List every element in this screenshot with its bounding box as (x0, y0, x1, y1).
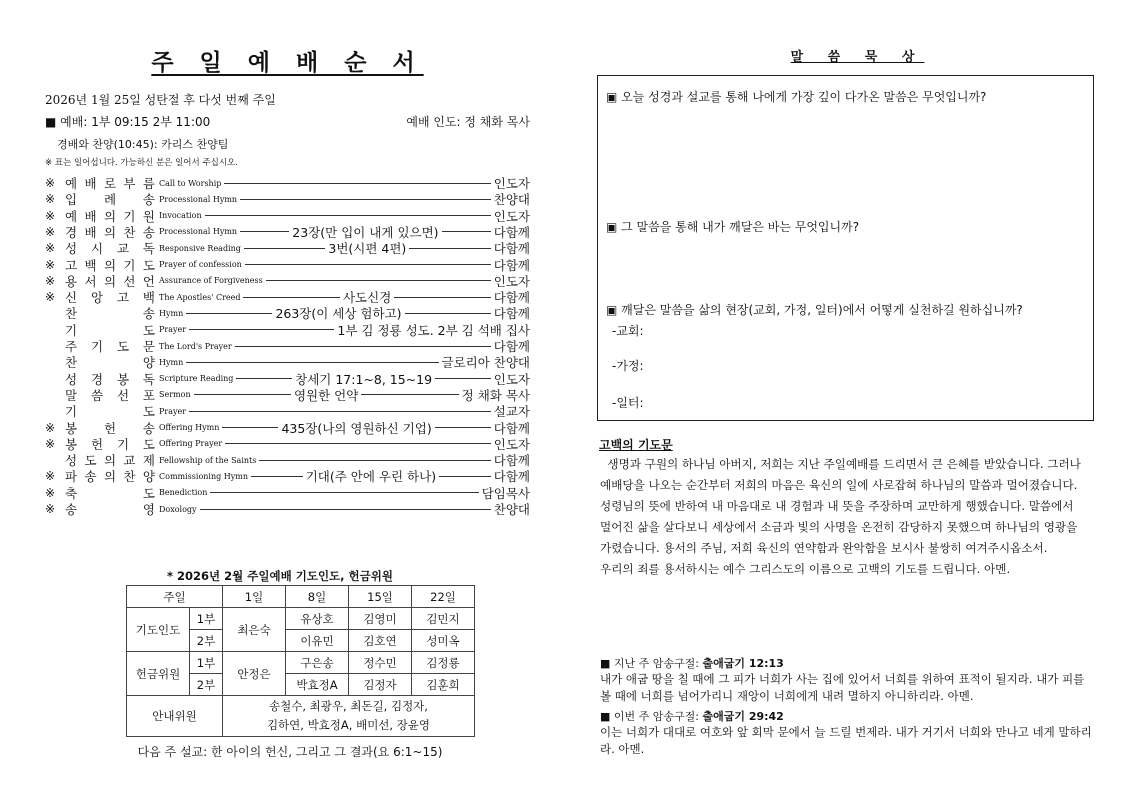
order-content: 영원한 언약 (293, 387, 359, 403)
order-item-english: The Lord's Prayer (159, 341, 232, 351)
order-item: 기 도 (65, 404, 155, 420)
order-item-english: Prayer of confession (159, 260, 242, 269)
leader-line (224, 183, 490, 184)
order-row (45, 322, 530, 338)
table-cell: 성미옥 (412, 630, 475, 652)
order-row (45, 175, 530, 191)
header-cell: 8일 (286, 586, 349, 608)
order-item-english: Assurance of Forgiveness (159, 276, 263, 286)
order-item-english: Doxology (159, 504, 197, 514)
table-cell: 김호연 (349, 630, 412, 652)
order-item: 찬 양 (65, 355, 155, 371)
leader-line (240, 199, 491, 200)
order-row (45, 420, 530, 436)
leader-line (186, 313, 272, 314)
prayer-line: 예배당을 나오는 순간부터 저희의 마음은 육신의 일에 사로잡혀 하나님의 말씀과 멀어졌습니다. (600, 478, 1078, 492)
header-cell: 1일 (223, 586, 286, 608)
home-label: -가정: (612, 359, 644, 373)
row-label: 안내위원 (127, 696, 223, 737)
table-cell: 이유민 (286, 630, 349, 652)
prayer-line: 멀어진 삶을 살다보니 세상에서 소금과 빛의 사명을 온전히 감당하지 못했으며 하나님의 영광을 (600, 520, 1078, 534)
table-row (127, 652, 475, 674)
praise-team-line: 경배와 찬양(10:45): 카리스 찬양팀 (57, 138, 229, 151)
leader-line (394, 297, 490, 298)
order-person: 글로리아 찬양대 (441, 355, 530, 371)
order-row (45, 240, 530, 256)
standing-note: ※ 표는 일어섭니다. 가능하신 분은 일어서 주십시오. (45, 158, 238, 168)
this-memory-heading (600, 708, 784, 724)
table-cell: 정수민 (349, 652, 412, 674)
order-row (45, 208, 530, 224)
order-row (45, 436, 530, 452)
order-item: 주 기 도 문 (65, 339, 155, 354)
order-person: 인도자 (493, 273, 530, 289)
order-row (45, 371, 530, 387)
table-row (127, 586, 475, 608)
table-cell: 최은숙 (223, 608, 286, 652)
order-row (45, 387, 530, 403)
table-cell: 박효정A (286, 674, 349, 696)
leader-line (186, 362, 438, 363)
order-item-english: Fellowship of the Saints (159, 455, 257, 465)
table-cell: 김정자 (349, 674, 412, 696)
last-memory-heading (600, 655, 784, 671)
order-item-english: The Apostles' Creed (159, 292, 241, 302)
table-cell: 김영미 (349, 608, 412, 630)
order-person: 1부 김 정룡 성도. 2부 김 석배 집사 (337, 322, 530, 338)
order-item: 성 시 교 독 (65, 241, 155, 257)
table-cell: 구은송 (286, 652, 349, 674)
order-item-english: Hymn (159, 357, 184, 367)
order-person: 다함께 (493, 257, 530, 273)
order-item: 축 도 (65, 485, 155, 501)
order-row (45, 468, 530, 484)
order-person: 다함께 (493, 290, 530, 306)
order-item: 경 배 의 찬 송 (65, 224, 155, 240)
this-memory-label: ■ 이번 주 암송구절: (600, 710, 699, 723)
question-2: ▣ 그 말씀을 통해 내가 깨달은 바는 무엇입니까? (606, 220, 860, 234)
order-item: 용 서 의 선 언 (65, 273, 155, 289)
leader-line (243, 297, 339, 298)
order-item: 말 씀 선 포 (65, 387, 155, 403)
table-cell: 안정은 (223, 652, 286, 696)
table-cell: 김민지 (412, 608, 475, 630)
order-person: 설교자 (493, 404, 530, 420)
standing-mark: ※ (45, 502, 56, 516)
order-content: 창세기 17:1~8, 15~19 (295, 371, 433, 387)
order-item: 성 도 의 교 제 (65, 453, 155, 469)
order-item: 고 백 의 기 도 (65, 257, 155, 273)
order-item: 찬 송 (65, 306, 155, 322)
order-row (45, 338, 530, 354)
order-item-english: Offering Hymn (159, 423, 220, 432)
order-row (45, 452, 530, 468)
leader-line (435, 427, 491, 428)
order-row (45, 257, 530, 273)
schedule-table (126, 585, 475, 737)
order-person: 정 채화 목사 (461, 387, 530, 403)
last-memory-label: ■ 지난 주 암송구절: (600, 657, 699, 670)
order-item-english: Call to Worship (159, 178, 222, 188)
order-item: 기 도 (65, 322, 155, 338)
order-item-english: Sermon (159, 390, 191, 400)
standing-mark: ※ (45, 224, 56, 239)
prayer-title: 고백의 기도문 (599, 438, 673, 452)
order-item: 예 배 의 기 원 (65, 208, 155, 224)
leader-line (245, 264, 491, 265)
ushers-line: 김하연, 박효정A, 배미선, 장윤영 (266, 718, 431, 732)
order-person: 찬양대 (493, 192, 530, 208)
date-line: 2026년 1월 25일 성탄절 후 다섯 번째 주일 (45, 93, 276, 107)
order-item-english: Processional Hymn (159, 194, 238, 204)
order-row (45, 485, 530, 501)
order-item-english: Prayer (159, 406, 187, 416)
order-content: 3번(시편 4편) (328, 241, 407, 257)
standing-mark: ※ (45, 176, 56, 190)
order-item: 파 송 의 찬 양 (65, 469, 155, 485)
order-person: 인도자 (493, 371, 530, 387)
part-cell: 1부 (190, 652, 223, 674)
order-item: 봉 헌 송 (65, 420, 155, 436)
prayer-line: 가렸습니다. 용서의 주님, 저희 육신의 연약함과 완악함을 보시사 불쌍히 여겨주시옵소서. (600, 541, 1048, 555)
leader-line (235, 346, 491, 347)
row-label: 기도인도 (127, 608, 190, 652)
standing-mark: ※ (45, 241, 56, 256)
worship-leader: 예배 인도: 정 채화 목사 (406, 115, 530, 129)
header-cell: 주일 (127, 586, 223, 608)
leader-line (409, 248, 490, 249)
leader-line (194, 394, 291, 395)
standing-mark: ※ (45, 273, 56, 288)
standing-mark: ※ (45, 436, 56, 451)
work-label: -일터: (612, 396, 644, 410)
order-item: 성 경 봉 독 (65, 371, 155, 387)
table-row (127, 608, 475, 630)
leader-line (251, 476, 303, 477)
page-title: 주 일 예 배 순 서 (151, 50, 424, 76)
last-memory-text: 내가 애굽 땅을 칠 때에 그 피가 너희가 사는 집에 있어서 너희를 위하여 표적이 될지라. 내가 피를 볼 때에 너희를 넘어가리니 재앙이 너희에게 내려 멸하지 아니하리라. 아멘. (600, 672, 1085, 703)
schedule-title: * 2026년 2월 주일예배 기도인도, 헌금위원 (167, 569, 393, 583)
leader-line (405, 313, 491, 314)
order-person: 인도자 (493, 208, 530, 224)
order-item-english: Offering Prayer (159, 439, 223, 449)
order-content: 23장(만 입이 내게 있으면) (292, 224, 439, 240)
order-item: 신 앙 고 백 (65, 290, 155, 306)
leader-line (222, 427, 278, 428)
last-memory-ref: 출애굽기 12:13 (702, 657, 784, 670)
order-row (45, 224, 530, 240)
standing-mark: ※ (45, 290, 56, 305)
header-cell: 15일 (349, 586, 412, 608)
prayer-line: 우리의 죄를 용서하시는 예수 그리스도의 이름으로 고백의 기도를 드립니다. 아멘. (600, 562, 1011, 576)
table-cell: 유상호 (286, 608, 349, 630)
leader-line (442, 231, 491, 232)
order-person: 다함께 (493, 420, 531, 436)
meditation-title: 말 씀 묵 상 (790, 50, 925, 65)
leader-line (244, 248, 325, 249)
question-3: ▣ 깨달은 말씀을 삶의 현장(교회, 가정, 일터)에서 어떻게 실천하길 원하십니까? (606, 303, 1023, 317)
question-1: ▣ 오늘 성경과 설교를 통해 나에게 가장 깊이 다가온 말씀은 무엇입니까? (606, 90, 987, 104)
meditation-box (597, 75, 1094, 421)
order-content: 263장(이 세상 험하고) (275, 306, 402, 322)
order-item: 송 영 (65, 502, 155, 517)
order-row (45, 289, 530, 305)
leader-line (266, 280, 491, 281)
order-item-english: Scripture Reading (159, 374, 234, 384)
standing-mark: ※ (45, 469, 56, 484)
part-cell: 1부 (190, 608, 223, 630)
leader-line (439, 476, 491, 477)
order-person: 다함께 (493, 306, 530, 322)
this-memory-ref: 출애굽기 29:42 (702, 710, 784, 723)
order-row (45, 501, 530, 517)
leader-line (240, 231, 289, 232)
table-cell: 김훈희 (412, 674, 475, 696)
leader-line (236, 378, 292, 379)
ushers-line: 송철수, 최광우, 최돈길, 김정자, (269, 699, 428, 713)
standing-mark: ※ (45, 208, 56, 223)
order-item-english: Responsive Reading (159, 243, 241, 253)
order-row (45, 403, 530, 419)
part-cell: 2부 (190, 630, 223, 652)
order-person: 다함께 (493, 453, 530, 469)
order-content: 기대(주 안에 우린 하나) (305, 469, 437, 485)
standing-mark: ※ (45, 192, 56, 207)
header-cell: 22일 (412, 586, 475, 608)
prayer-line: 생명과 구원의 하나님 아버지, 저희는 지난 주일예배를 드리면서 큰 은혜를 받았습니다. 그러나 (600, 457, 1081, 471)
order-person: 다함께 (493, 241, 531, 257)
order-row (45, 305, 530, 321)
order-item-english: Processional Hymn (159, 227, 238, 237)
this-memory-text: 이는 너희가 대대로 여호와 앞 회막 문에서 늘 드릴 번제라. 내가 거기서 너희와 만나고 네게 말하리라. 아멘. (600, 725, 1092, 756)
order-person: 찬양대 (493, 502, 530, 517)
leader-line (210, 492, 478, 493)
order-person: 담임목사 (481, 485, 530, 501)
order-item-english: Hymn (159, 308, 184, 318)
order-row (45, 273, 530, 289)
leader-line (189, 411, 491, 412)
order-person: 다함께 (493, 339, 530, 354)
order-person: 다함께 (493, 224, 530, 240)
order-item-english: Commissioning Hymn (159, 471, 249, 481)
order-item: 예 배 로 부 름 (65, 176, 155, 191)
order-item: 봉 헌 기 도 (65, 436, 155, 452)
ushers-cell (223, 696, 475, 737)
standing-mark: ※ (45, 485, 56, 500)
leader-line (205, 215, 491, 216)
prayer-body (600, 454, 1096, 580)
order-item-english: Benediction (159, 488, 208, 498)
leader-line (225, 443, 491, 444)
order-person: 다함께 (493, 469, 531, 485)
leader-line (361, 394, 458, 395)
order-content: 사도신경 (342, 290, 392, 306)
table-row (127, 696, 475, 737)
leader-line (189, 329, 334, 330)
order-item-english: Prayer (159, 325, 187, 335)
standing-mark: ※ (45, 420, 56, 435)
order-content: 435장(나의 영원하신 기업) (281, 420, 432, 436)
row-label: 헌금위원 (127, 652, 190, 696)
church-label: -교회: (612, 324, 644, 338)
order-row (45, 191, 530, 207)
part-cell: 2부 (190, 674, 223, 696)
leader-line (435, 378, 491, 379)
order-row (45, 354, 530, 370)
leader-line (259, 460, 490, 461)
order-item: 입 례 송 (65, 192, 155, 208)
service-times: ■ 예배: 1부 09:15 2부 11:00 (45, 115, 211, 129)
prayer-line: 성령님의 뜻에 반하여 내 마음대로 내 경험과 내 뜻을 주장하며 교만하게 행했습니다. 말씀에서 (600, 499, 1074, 513)
order-person: 인도자 (493, 436, 530, 452)
leader-line (200, 509, 491, 510)
table-cell: 김정룡 (412, 652, 475, 674)
next-sermon: 다음 주 설교: 한 아이의 헌신, 그리고 그 결과(요 6:1~15) (137, 745, 443, 759)
order-person: 인도자 (493, 176, 530, 191)
order-item-english: Invocation (159, 211, 202, 221)
standing-mark: ※ (45, 257, 56, 272)
